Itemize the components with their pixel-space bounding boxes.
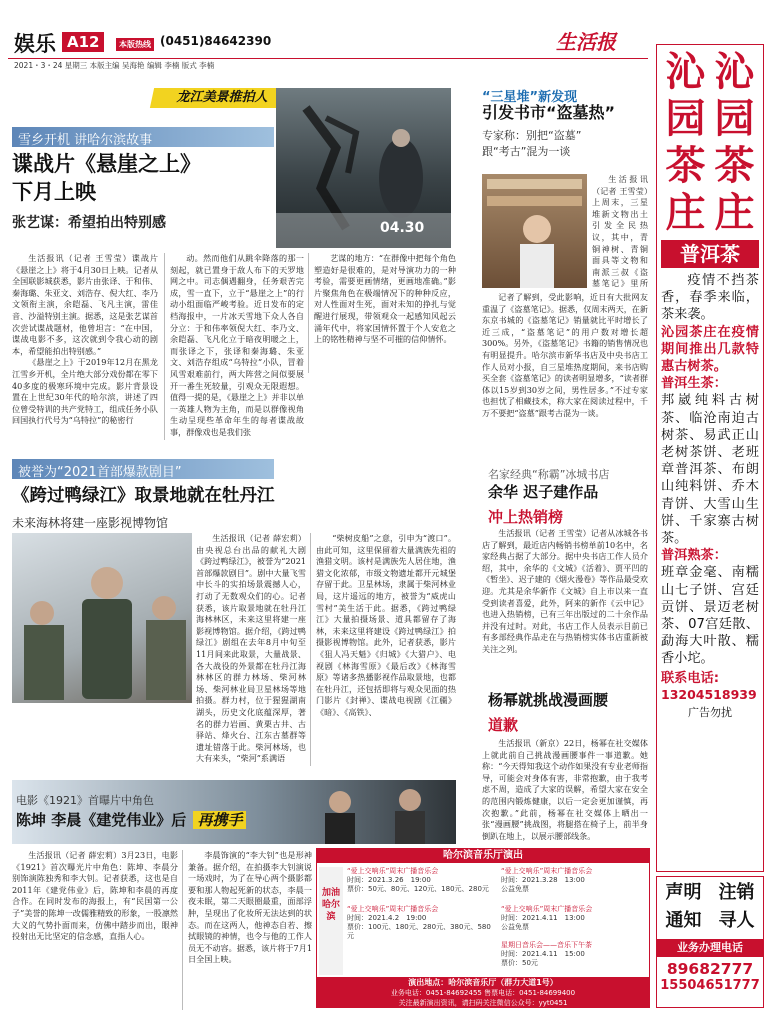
story3-title: 陈坤 李晨《建党伟业》后 再携手 [16,812,246,829]
story4-subtitle: 专家称：别把“盗墓” 跟“考古”混为一谈 [482,129,582,158]
tea-ad-brand: 沁 沁 园 园 茶 茶 庄 庄 [665,48,755,236]
story4-body: 记者了解到，受此影响，近日有大批网友重温了《盗墓笔记》。据悉，仅周末两天，在新东京书城的《盗墓笔记》销量就比平时增长了近三成，“盗墓笔记”的用户数对增长超300%。另外，《盗墓笔记》书籍的销售情况也有明显提升。哈尔滨市新华书店及中央书店工作人员对小报，自三星堆热度期间，来书店购买全套《盗墓笔记》的读者明显增多，“读者群体以15岁到30岁之间，男性居多。”不过专家也担忧了相藏技术，称大家在阅读过程中，千万不要把“盗墓”跟考古混为一谈。 [482,292,648,418]
story2-title: 《跨过鸭绿江》取景地就在牡丹江 [12,486,275,506]
kicker-tag: 龙江美景推拍人 [150,88,294,108]
concert-footer: 演出地点：哈尔滨音乐厅（群力大道1号） 业务电话：0451-84692455 售票电话：0451-84699400 关注最新演出资讯，请扫码关注微信公众号：yyt0451 [317,977,649,1007]
story1-subtitle: 张艺谋：希望拍出特别感 [12,215,166,231]
concert-event-3: “爱上交响乐”周末广播音乐会 时间：2021.4.2 19:00 票价：100元、180元、280元、380元、580元 [347,905,491,940]
tea-ad-raw-list: 邦崴纯料古树茶、临沧南迫古树茶、易武正山老树茶饼、老班章普洱茶、布朗山纯料饼、乔木青饼、大雪山生饼、千家寨古树茶。 [661,393,759,547]
story2-col2: “柴树皮船”之意，引申为“渡口”。由此可知，这里保留着大量满族先祖的渔猎文明。该村是满族先人居住地，渔猎文化浓郁，市级文物遗址都开元城堡存留于此。卫星林场，隶属于柴河林业局，这片遥远的地方，被誉为“威虎山雪村”美生活于此。据悉，《跨过鸭绿江》大量拍摄场景、道具都留存了海林，未来这里将建设《跨过鸭绿江》拍摄影视博物馆。此外，记者获悉，影片《狙人冯天魁》《归城》《大猎户》、电视剧《林海雪原》《最后改》《林海雪原》等诸多热播影视作品取景地，也都在牡丹江，还包括即将与观众见面的热门影片《封禅》、谍战电视剧《江疆》《暗》、《高铁》、 [310,533,456,766]
story2-col1: 生活报讯（记者 薛宏莉）由央视总台出品的献礼大剧《跨过鸭绿江》，被誉为“2021首部爆款剧目”。剧中大量飞雪中长斗的实拍场景震撼人心，打动了无数观众们的心。记者获悉，该片取景地就在牡丹江海林林区，未来这里将建一座影视博物馆。据介绍，《跨过鸭绿江》剧组在去年8月中旬至11月间来此取景，大量战景、各大战役的外景都在牡丹江海林林区的群力林场、柴河林场、柴河林业局卫星林场等地拍摄。群力村，位于猩猩湖南湖头，历史文化底蕴深厚，著名的群力岩画、黄栗古井、古驿站、烽火台、江东古墓群等遗址错落于此。柴河林场，也大有来头，“柴河”系满语 [196,533,306,764]
bookstore-photo [482,174,587,288]
classified-items: 声明 注销 通知 寻人 [665,882,755,931]
poster-art [276,88,451,248]
story1-banner: 雪乡开机 讲哈尔滨故事 [12,127,274,147]
tea-ad-contact-label: 联系电话: [661,670,720,686]
story5-title2: 冲上热销榜 [488,508,564,526]
page-number: A12 [62,32,104,52]
tea-ad-promo: 沁园茶庄在疫情期间推出几款特惠古树茶。 [661,324,759,375]
story1-col3: 艺谋的地方：“在群像中把每个角色塑造好是很难的，是对导演功力的一种考验，需要更画情绪，更画地准确。”影片聚焦角色在极端情况下的种种反应，对人性面对生死，面对未知的挣扎与觉醒进行展现，带领观众一起感知风起云涌年代中，将家国情怀置于个人安危之上的铭牲精神与坚不可摧的信仰情怀。 [308,253,456,373]
movie-poster [276,88,451,248]
hotline-tag: 本版热线 [116,38,154,51]
concert-box [316,848,650,1008]
classified-phone-2: 15504651777 [660,978,760,993]
tea-ad [656,44,764,872]
dateline: 2021・3・24 星期三 本版主编 吴海艳 编辑 李楠 版式 李楠 [14,61,215,70]
story3-col2: 李晨饰演的“李大钊”也是形神兼备。据介绍，在拍摄李大钊演说一场戏时，为了在导心两个摄影都要和那人物起死新的状态，李晨一夜未眠，第二天眼圈最重，面部浮肿，呈现出了化妆所无法达到的状态。而在这两人，他神态自若、擦拭眼镜的神情，也令与他的工作人员无不动容。据悉，该片将于7月1日全国上映。 [182,850,312,1010]
tea-ad-note: 广告勿扰 [688,705,732,719]
concert-header: 哈尔滨音乐厅演出 [317,849,649,863]
section-title: 娱乐 [14,31,56,56]
drama-still [12,533,192,703]
story3-kicker: 电影《1921》首曝片中角色 [16,794,154,807]
story5-body: 生活报讯（记者 王雪莹）记者从冰城各书店了解到，最近店内畅销书榜单前10名中，名家经典占据了大部分。据中央书店工作人员介绍，其中，余华的《文城》《活着》、贾平凹的《暂坐》、迟子建的《烟火漫卷》等作品最受欢迎。尤其是余华新作《文城》自上市以来一直受到读者喜爱，此外，阿来的新作《云中记》也进入热销榜，已有三年出版过的二十余作品并没有过时。对此，书店工作人员表示目前已有多部经典作品走在与热销榜实体书店重新被关注之列。 [482,528,648,654]
tea-ad-raw-label: 普洱生茶： [661,376,727,392]
classified-phone-label: 业务办理电话 [657,939,763,957]
tea-ad-contact-phone: 13204518939 [661,686,757,702]
poster-date: 04.30 [380,220,425,236]
concert-side-label: 加油哈尔滨 [319,867,343,975]
concert-event-4: “爱上交响乐”周末广播音乐会 时间：2021.4.11 13:00 公益免票 [501,905,593,931]
tea-ad-title: 普洱茶 [661,240,759,268]
story5-title: 余华 迟子建作品 [488,483,599,501]
concert-event-2: “爱上交响乐”周末广播音乐会 时间：2021.3.28 13:00 公益免票 [501,867,593,893]
story6-body: 生活报讯（新京）22日，杨幂在社交媒体上就此前自己挑战漫画腰事件一事道歉。她称：“今天得知我这个动作如果没有专业老师指导，可能会对身体有害，非常抱歉，由于我考虑不周，造成了大家的误解，希望大家在安全的范围内锻炼健康，以后一定会更加谨慎，再次抱歉。”此前，杨幂在社交媒体上晒出一张“漫画腰”挑战图，将腿搭在椅子上，前半身倒趴在地上，以展示腰部线条。 [482,738,648,841]
classified-ad [656,876,764,1008]
story5-kicker: 名家经典“称霸”冰城书店 [488,468,610,481]
paper-logo: 生活报 [556,30,616,54]
story1-col2: 动。然而他们从跳伞降落的那一刻起，就已置身于敌人布下的天罗地网之中。司志偶遇翻身，任务艰苦完成，雪一直下，立于“悬崖之上”的行动小组面临严峻考验。近日发布的定档海报中，一片冰天雪地下众人各自分立：于和伟率领倪大红、李乃文、余皑磊、飞凡化立于暗夜明暖之上，而张译之下，张译和秦海璐、朱亚文、刘浩存组成“乌特拉”小队，冒着风雪艰难前行，两大阵营之间似要展开一番生死较量，引观众无限遐想。值得一提的是，《悬崖之上》并非以单一英雄人物为主角，而是以群像视角生动呈现些革命年生的每者谍战故事，群像戏也是我们张 [164,253,304,440]
story4-kicker: “三星堆”新发现 [482,90,578,105]
hotline-number: (0451)84642390 [160,34,272,48]
story3-col1: 生活报讯（记者 薛宏莉）3月23日，电影《1921》首次曝光片中角色：陈坤、李晨分别饰演陈独秀和李大钊。记者获悉，这也是自2011年《建党伟业》后，陈坤和李晨的再度合作。在同时发布的海报上，有“民国第一公子”美誉的陈坤一改儒雅精致的形象，一股凛然大义的气势扑面而来，仿佛中踏步而出，眼神投射出无比坚定的信念感，直指人心。 [12,850,178,942]
concert-event-1: “爱上交响乐”周末广播音乐会 时间：2021.3.26 19:00 票价：50元、80元、120元、180元、280元 [347,867,489,893]
story2-subtitle: 未来海林将建一座影视博物馆 [12,516,169,530]
story6-title2: 道歉 [488,716,519,734]
story1-col1: 生活报讯（记者 王雪莹）谍战片《悬崖之上》将于4月30日上映。记者从全国联影城获悉，影片由张译、于和伟、秦海璐、朱亚文、刘浩存、倪大红、李乃文领衔主演，余皑磊、飞凡主演，雷佳音、沙溢特别主演。据悉，这是张艺谋首次尝试谍战题材，他曾坦言：“在中国，谍战电影不多，这次就到令我心动的剧本，希望能拍出特别感。” 《悬崖之上》于2019年12月在黑龙江雪乡开机，全片绝大部分戏份都在零下40多度的极寒环境中完成。影片背景设置在上世纪30年代的哈尔滨，讲述了四位曾受特训的共产党特工，组成任务小队回国执行代号为“乌特拉”的秘密行 [12,253,158,426]
tea-ad-ripe-label: 普洱熟茶： [661,548,727,564]
concert-event-5: 星期日音乐会——音乐下午茶 时间：2021.4.11 15:00 票价：50元 [501,941,592,967]
actors-photo [300,780,456,844]
tea-ad-intro: 疫情不挡茶香，春季来临，茶来袭。 [661,273,759,323]
story4-lead: 生活报讯（记者 王雪莹）上周末，三星堆新文物出土引发全民热议，其中，青铜神树、青铜面具等文物和南派三叔《盗墓笔记》里所 [592,174,648,288]
classified-phone-1: 89682777 [666,960,754,978]
story1-title: 谍战片《悬崖之上》 下月上映 [12,152,201,205]
tea-ad-ripe-list: 班章金毫、南糯山七子饼、宫廷贡饼、景迈老树茶、07宫廷散、勐海大叶散、糯香小坨。 [661,565,759,667]
story2-banner: 被誉为“2021首部爆款剧目” [12,459,274,479]
masthead [8,6,648,68]
story4-title: 引发书市“盗墓热” [482,103,616,122]
story6-title: 杨幂就挑战漫画腰 [488,691,609,709]
